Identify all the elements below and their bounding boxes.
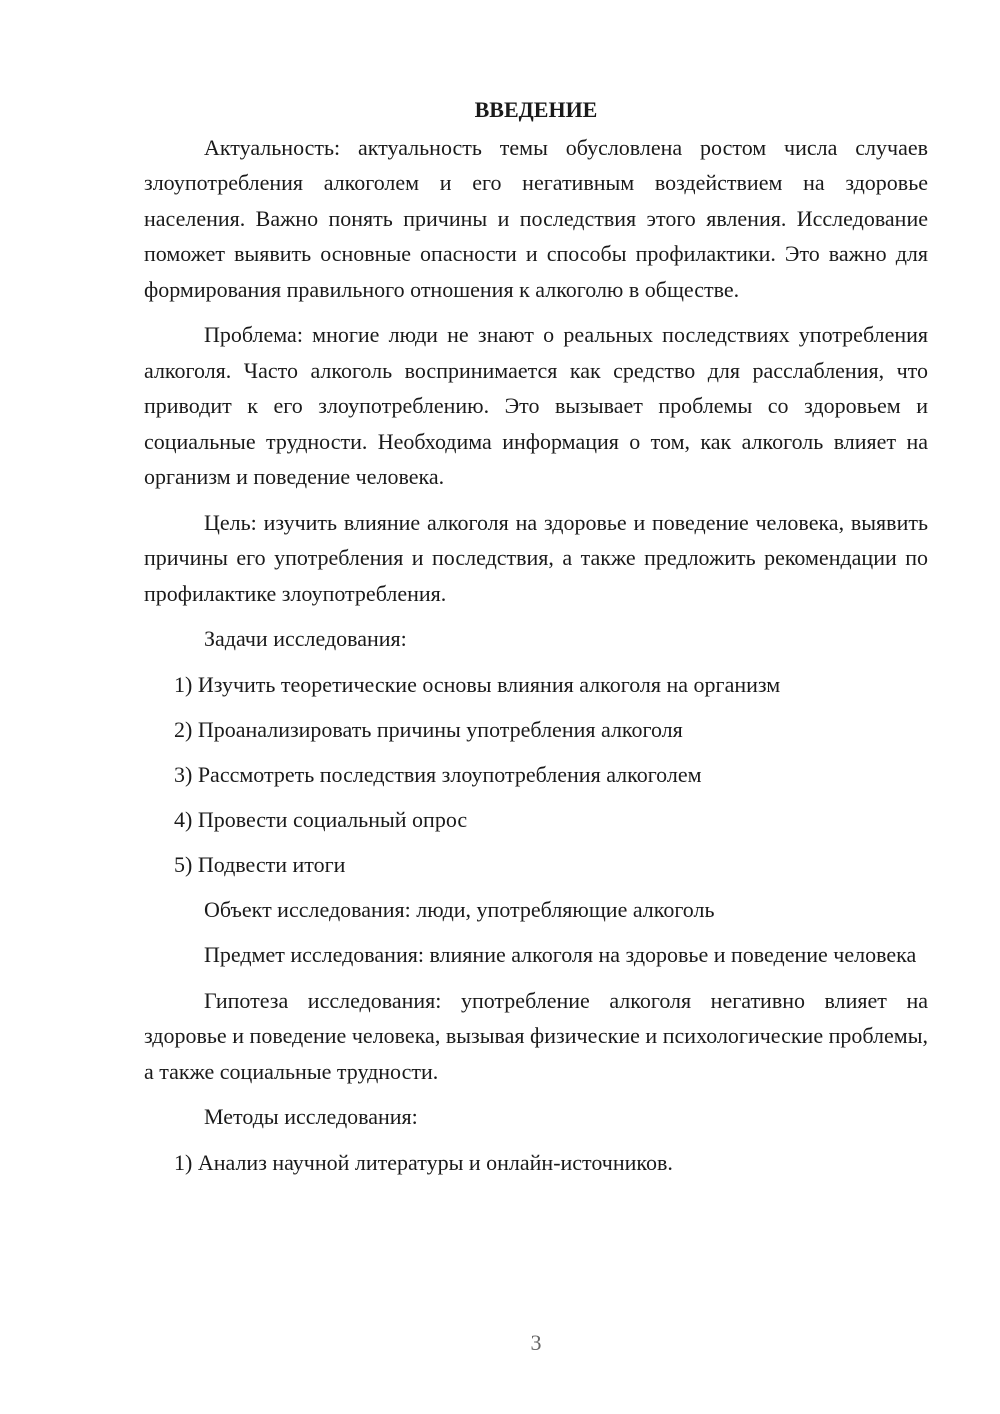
tasks-list [144,667,928,883]
list-item: 1) Анализ научной литературы и онлайн-источников. [174,1149,673,1175]
list-item: 2) Проанализировать причины употребления алкоголя [174,716,683,742]
methods-heading: Методы исследования: [204,1104,418,1129]
paragraph-object: Объект исследования: люди, употребляющие алкоголь [204,896,715,922]
list-item: 4) Провести социальный опрос [174,806,468,832]
tasks-heading: Задачи исследования: [204,626,407,651]
paragraph-goal: Цель: изучить влияние алкоголя на здоровье и поведение человека, выявить причины его употребления и последствия, а также предложить рекомендации по профилактике злоупотребления. [144,509,928,606]
methods-list [144,1145,928,1181]
paragraph-hypothesis: Гипотеза исследования: употребление алкоголя негативно влияет на здоровье и поведение человека, вызывая физические и психологические проблемы, а также социальные трудности. [144,987,928,1084]
list-item: 3) Рассмотреть последствия злоупотребления алкоголем [174,761,702,787]
paragraph-relevance: Актуальность: актуальность темы обусловлена ростом числа случаев злоупотребления алкоголем и его негативным воздействием на здоровье населения. Важно понять причины и последствия этого явления. Исследование поможет выявить основные опасности и способы профилактики. Это важно для формирования правильного отношения к алкоголю в обществе. [144,134,928,302]
section-title: ВВЕДЕНИЕ [474,97,598,122]
list-item: 5) Подвести итоги [174,851,346,877]
paragraph-problem: Проблема: многие люди не знают о реальных последствиях употребления алкоголя. Часто алкоголь воспринимается как средство для расслабления, что приводит к его злоупотреблению. Это вызывает проблемы со здоровьем и социальные трудности. Необходима информация о том, как алкоголь влияет на организм и поведение человека. [144,322,928,489]
document-body [144,92,928,1190]
list-item: 1) Изучить теоретические основы влияния алкоголя на организм [174,671,781,697]
page-number: 3 [530,1330,542,1355]
paragraph-subject: Предмет исследования: влияние алкоголя на здоровье и поведение человека [204,942,917,967]
